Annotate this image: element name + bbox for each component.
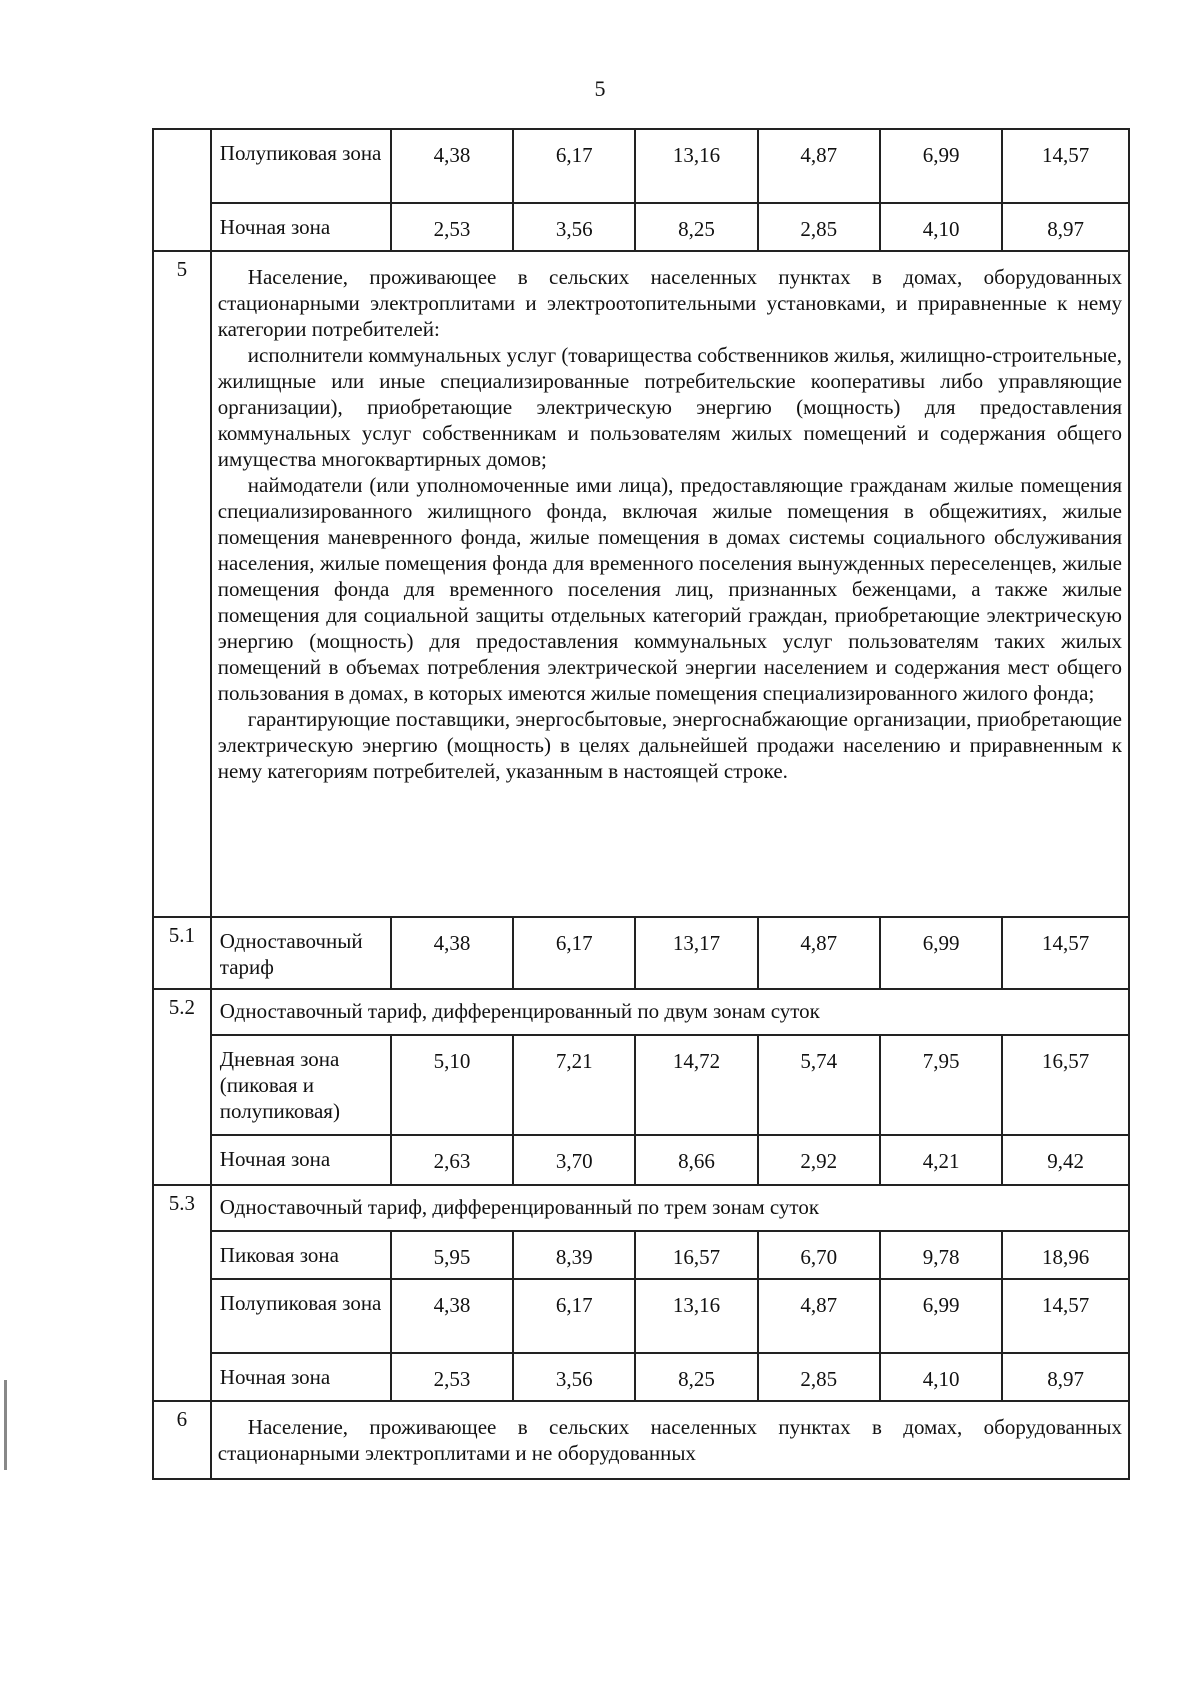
tariff-value: 4,87	[758, 129, 880, 203]
zone-label: Полупиковая зона	[211, 129, 391, 203]
row-number: 5.1	[153, 917, 211, 989]
tariff-value: 18,96	[1002, 1231, 1129, 1279]
tariff-type-header: Одноставочный тариф, дифференцированный по двум зонам суток	[211, 989, 1129, 1035]
tariff-value: 2,92	[758, 1135, 880, 1185]
table-row	[153, 129, 1129, 203]
tariff-value: 4,21	[880, 1135, 1002, 1185]
scan-edge-mark	[4, 1380, 7, 1470]
tariff-value: 2,53	[391, 1353, 513, 1401]
table-row	[153, 1231, 1129, 1279]
tariff-value: 4,38	[391, 1279, 513, 1353]
row-number: 5	[153, 251, 211, 917]
tariff-value: 5,95	[391, 1231, 513, 1279]
description-paragraph: Население, проживающее в сельских населенных пунктах в домах, оборудованных стационарными электроплитами и электроотопительными установками, и приравненные к нему категории потребителей:	[217, 265, 1122, 341]
description-paragraph: исполнители коммунальных услуг (товарищества собственников жилья, жилищно-строительные, жилищные или иные специализированные потребительские кооперативы либо управляющие организации), приобретающие электрическую энергию (мощность) для предоставления коммунальных услуг собственникам и пользователям жилых помещений и содержания общего имущества многоквартирных домов;	[217, 343, 1122, 471]
tariff-value: 2,53	[391, 203, 513, 251]
tariff-value: 4,87	[758, 1279, 880, 1353]
tariff-value: 8,25	[635, 1353, 757, 1401]
tariff-value: 8,97	[1002, 1353, 1129, 1401]
category-description	[211, 251, 1129, 917]
tariff-value: 8,97	[1002, 203, 1129, 251]
tariff-value: 9,42	[1002, 1135, 1129, 1185]
tariff-value: 3,70	[513, 1135, 635, 1185]
zone-label: Одноставочный тариф	[211, 917, 391, 989]
category-description	[211, 1401, 1129, 1479]
tariff-value: 14,57	[1002, 129, 1129, 203]
table-row	[153, 1279, 1129, 1353]
tariff-table	[152, 128, 1130, 1480]
tariff-value: 2,85	[758, 1353, 880, 1401]
tariff-value: 6,17	[513, 917, 635, 989]
tariff-value: 3,56	[513, 203, 635, 251]
page-number: 5	[594, 76, 606, 101]
description-paragraph: наймодатели (или уполномоченные ими лица), предоставляющие гражданам жилые помещения специализированного жилищного фонда, включая жилые помещения в общежитиях, жилые помещения маневренного фонда, жилые помещения в домах системы социального обслуживания населения, жилые помещения фонда для временного поселения вынужденных переселенцев, жилые помещения фонда для временного поселения лиц, признанных беженцами, а также жилые помещения для социальной защиты отдельных категорий граждан, приобретающие электрическую энергию (мощность) для предоставления коммунальных услуг пользователям таких жилых помещений в объемах потребления электрической энергии населением и содержания мест общего пользования в домах, в которых имеются жилые помещения специализированного жилого фонда;	[217, 473, 1122, 705]
tariff-value: 2,63	[391, 1135, 513, 1185]
tariff-value: 13,16	[635, 1279, 757, 1353]
tariff-value: 4,87	[758, 917, 880, 989]
tariff-value: 4,10	[880, 203, 1002, 251]
tariff-value: 9,78	[880, 1231, 1002, 1279]
tariff-value: 3,56	[513, 1353, 635, 1401]
tariff-value: 4,38	[391, 917, 513, 989]
zone-label: Ночная зона	[211, 203, 391, 251]
tariff-value: 5,10	[391, 1035, 513, 1135]
tariff-value: 16,57	[635, 1231, 757, 1279]
tariff-value: 6,17	[513, 129, 635, 203]
tariff-value: 7,21	[513, 1035, 635, 1135]
tariff-value: 14,72	[635, 1035, 757, 1135]
zone-label: Ночная зона	[211, 1135, 391, 1185]
table-row	[153, 1401, 1129, 1479]
description-paragraph: гарантирующие поставщики, энергосбытовые, энергоснабжающие организации, приобретающие электрическую энергию (мощность) в целях дальнейшей продажи населению и приравненным к нему категориям потребителей, указанным в настоящей строке.	[217, 707, 1122, 783]
tariff-value: 6,99	[880, 1279, 1002, 1353]
tariff-value: 2,85	[758, 203, 880, 251]
tariff-value: 8,39	[513, 1231, 635, 1279]
tariff-value: 8,25	[635, 203, 757, 251]
tariff-value: 13,17	[635, 917, 757, 989]
tariff-value: 14,57	[1002, 1279, 1129, 1353]
tariff-value: 4,10	[880, 1353, 1002, 1401]
tariff-type-header: Одноставочный тариф, дифференцированный по трем зонам суток	[211, 1185, 1129, 1231]
tariff-value: 8,66	[635, 1135, 757, 1185]
table-row	[153, 251, 1129, 917]
table-row	[153, 1185, 1129, 1231]
row-number-cell	[153, 129, 211, 251]
table-row	[153, 203, 1129, 251]
table-row	[153, 989, 1129, 1035]
tariff-value: 5,74	[758, 1035, 880, 1135]
description-paragraph: Население, проживающее в сельских населенных пунктах в домах, оборудованных стационарными электроплитами и не оборудованных	[217, 1415, 1122, 1465]
table-row	[153, 1353, 1129, 1401]
tariff-value: 14,57	[1002, 917, 1129, 989]
zone-label: Пиковая зона	[211, 1231, 391, 1279]
zone-label: Ночная зона	[211, 1353, 391, 1401]
table-row	[153, 1035, 1129, 1135]
zone-label: Дневная зона (пиковая и полупиковая)	[211, 1035, 391, 1135]
tariff-value: 7,95	[880, 1035, 1002, 1135]
table-row	[153, 1135, 1129, 1185]
row-number: 6	[153, 1401, 211, 1479]
tariff-value: 6,99	[880, 917, 1002, 989]
tariff-value: 6,17	[513, 1279, 635, 1353]
zone-label: Полупиковая зона	[211, 1279, 391, 1353]
tariff-value: 6,70	[758, 1231, 880, 1279]
tariff-value: 4,38	[391, 129, 513, 203]
table-row	[153, 917, 1129, 989]
tariff-value: 16,57	[1002, 1035, 1129, 1135]
tariff-value: 6,99	[880, 129, 1002, 203]
tariff-value: 13,16	[635, 129, 757, 203]
row-number: 5.2	[153, 989, 211, 1185]
row-number: 5.3	[153, 1185, 211, 1401]
